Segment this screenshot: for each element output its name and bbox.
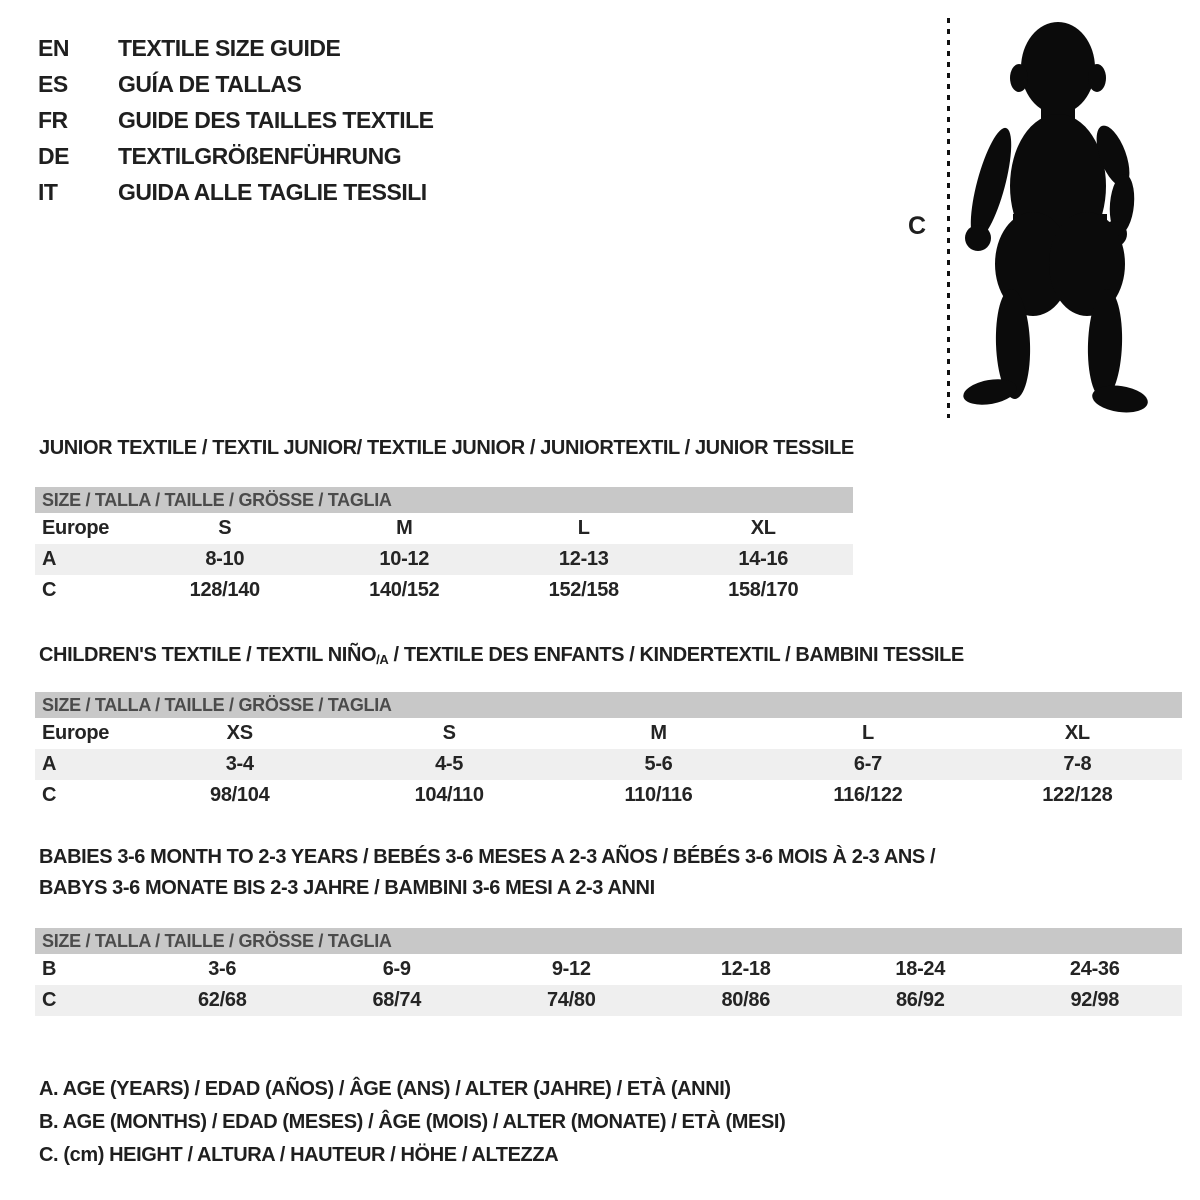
language-code: EN [38, 35, 69, 61]
table-cell: 3-4 [225, 753, 254, 775]
table-cell: 8-10 [205, 548, 245, 570]
table-cell: 158/170 [728, 579, 799, 601]
language-code: DE [38, 143, 69, 169]
language-row-es [38, 66, 434, 102]
language-code: ES [38, 71, 68, 97]
table-row [35, 954, 1182, 985]
table-cell: 3-6 [208, 958, 237, 980]
table-cell: 62/68 [197, 989, 247, 1011]
table-row [35, 780, 1182, 811]
table-cell: XL [1064, 722, 1090, 744]
table-row [35, 544, 853, 575]
size-header-bar-children: SIZE / TALLA / TAILLE / GRÖSSE / TAGLIA [35, 692, 1182, 718]
language-title-list [38, 30, 434, 210]
table-row [35, 575, 853, 606]
table-cell: L [861, 722, 874, 744]
table-cell: 6-9 [382, 958, 411, 980]
table-cell: 6-7 [853, 753, 882, 775]
table-cell: 104/110 [414, 784, 484, 806]
table-cell: 7-8 [1063, 753, 1092, 775]
table-cell: 110/116 [624, 784, 693, 806]
guide-title-it: GUIDA ALLE TAGLIE TESSILI [118, 179, 427, 205]
measurement-legend [39, 1073, 785, 1172]
size-header-bar-babies: SIZE / TALLA / TAILLE / GRÖSSE / TAGLIA [35, 928, 1182, 954]
children-table-body [35, 718, 1182, 811]
guide-title-en: TEXTILE SIZE GUIDE [118, 35, 341, 61]
table-cell: 12-13 [558, 548, 609, 570]
table-cell: 10-12 [379, 548, 430, 570]
table-cell: 92/98 [1070, 989, 1120, 1011]
babies-title-line2: BABYS 3-6 MONATE BIS 2-3 JAHRE / BAMBINI 3-6 MESI A 2-3 ANNI [39, 877, 655, 899]
row-label: C [42, 784, 57, 806]
section-title-babies [39, 842, 935, 904]
table-row [35, 718, 1182, 749]
table-cell: 14-16 [738, 548, 789, 570]
language-row-en [38, 30, 434, 66]
legend-age-years: A. AGE (YEARS) / EDAD (AÑOS) / ÂGE (ANS) / ALTER (JAHRE) / ETÀ (ANNI) [39, 1078, 731, 1100]
table-cell: M [650, 722, 667, 744]
table-cell: S [442, 722, 456, 744]
language-row-it [38, 174, 434, 210]
table-cell: XL [750, 517, 776, 539]
table-cell: 140/152 [369, 579, 440, 601]
language-code: IT [38, 179, 58, 205]
section-title-junior: JUNIOR TEXTILE / TEXTIL JUNIOR/ TEXTILE JUNIOR / JUNIORTEXTIL / JUNIOR TESSILE [39, 437, 854, 459]
table-cell: 128/140 [189, 579, 260, 601]
size-header-bar-junior: SIZE / TALLA / TAILLE / GRÖSSE / TAGLIA [35, 487, 853, 513]
children-title-main: CHILDREN'S TEXTILE / TEXTIL NIÑO [39, 644, 377, 666]
row-label: A [42, 753, 57, 775]
table-cell: XS [226, 722, 253, 744]
table-cell: 74/80 [546, 989, 596, 1011]
table-cell: 98/104 [210, 784, 270, 806]
table-cell: 80/86 [721, 989, 771, 1011]
table-cell: S [218, 517, 232, 539]
table-cell: 9-12 [551, 958, 591, 980]
table-cell: 152/158 [548, 579, 619, 601]
row-label: A [42, 548, 57, 570]
guide-title-de: TEXTILGRÖßENFÜHRUNG [118, 143, 402, 169]
children-size-table [35, 692, 1182, 811]
table-cell: M [396, 517, 413, 539]
table-cell: L [577, 517, 590, 539]
junior-table-body [35, 513, 853, 606]
babies-table-body [35, 954, 1182, 1016]
table-cell: 122/128 [1042, 784, 1113, 806]
row-label: Europe [42, 517, 110, 539]
junior-size-table [35, 487, 853, 606]
language-row-fr [38, 102, 434, 138]
babies-title-line1: BABIES 3-6 MONTH TO 2-3 YEARS / BEBÉS 3-6 MESES A 2-3 AÑOS / BÉBÉS 3-6 MOIS À 2-3 ANS / [39, 846, 936, 868]
row-label: C [42, 579, 57, 601]
height-measure-label: C [908, 212, 927, 240]
table-row [35, 985, 1182, 1016]
row-label: Europe [42, 722, 110, 744]
children-title-rest: / TEXTILE DES ENFANTS / KINDERTEXTIL / BAMBINI TESSILE [388, 644, 964, 666]
table-cell: 5-6 [644, 753, 673, 775]
table-cell: 18-24 [895, 958, 946, 980]
table-row [35, 513, 853, 544]
table-cell: 24-36 [1069, 958, 1120, 980]
height-measure-dashed-line [947, 18, 950, 418]
language-code: FR [38, 107, 68, 133]
legend-height-cm: C. (cm) HEIGHT / ALTURA / HAUTEUR / HÖHE / ALTEZZA [39, 1144, 559, 1166]
table-cell: 68/74 [372, 989, 422, 1011]
section-title-children [39, 644, 964, 667]
table-cell: 86/92 [895, 989, 945, 1011]
table-row [35, 749, 1182, 780]
language-row-de [38, 138, 434, 174]
guide-title-es: GUÍA DE TALLAS [118, 71, 302, 97]
table-cell: 12-18 [720, 958, 771, 980]
row-label: B [42, 958, 57, 980]
legend-age-months: B. AGE (MONTHS) / EDAD (MESES) / ÂGE (MOIS) / ALTER (MONATE) / ETÀ (MESI) [39, 1111, 786, 1133]
toddler-silhouette-icon [955, 14, 1155, 414]
table-cell: 4-5 [435, 753, 464, 775]
children-title-sub: /A [376, 652, 389, 667]
row-label: C [42, 989, 57, 1011]
guide-title-fr: GUIDE DES TAILLES TEXTILE [118, 107, 434, 133]
babies-size-table [35, 928, 1182, 1016]
table-cell: 116/122 [833, 784, 903, 806]
